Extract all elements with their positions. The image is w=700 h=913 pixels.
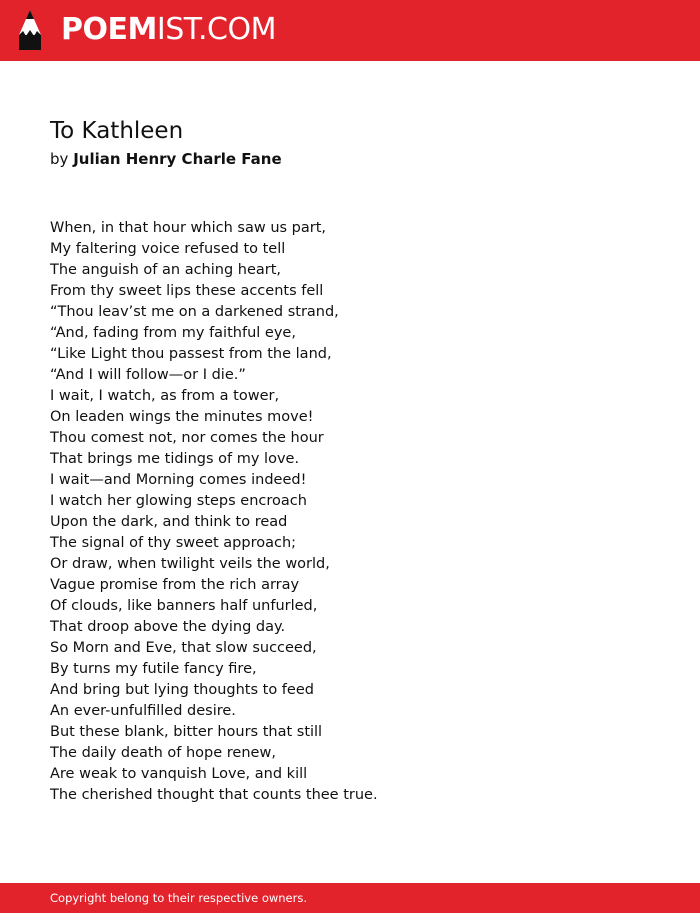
pen-nib-icon[interactable] — [17, 9, 43, 51]
poem-line: Of clouds, like banners half unfurled, — [50, 598, 318, 614]
poem-line: The daily death of hope renew, — [50, 745, 276, 761]
site-logo[interactable] — [61, 10, 276, 50]
brand-light: IST.COM — [156, 12, 276, 47]
by-prefix: by — [50, 150, 69, 168]
poem-line: But these blank, bitter hours that still — [50, 724, 323, 740]
poem-line: So Morn and Eve, that slow succeed, — [50, 640, 317, 656]
poem-line: On leaden wings the minutes move! — [50, 409, 314, 425]
poem-line: “And I will follow—or I die.” — [50, 367, 246, 383]
poem-line: The cherished thought that counts thee true. — [50, 787, 378, 803]
poem-line: From thy sweet lips these accents fell — [50, 283, 324, 299]
site-header — [0, 0, 700, 61]
poem-line: My faltering voice refused to tell — [50, 241, 286, 257]
poem-line: “Like Light thou passest from the land, — [50, 346, 332, 362]
author-name: Julian Henry Charle Fane — [73, 150, 282, 168]
poem-line: Thou comest not, nor comes the hour — [50, 430, 324, 446]
poem-line: The anguish of an aching heart, — [50, 262, 282, 278]
copyright-text: Copyright belong to their respective owners. — [50, 891, 308, 905]
poem-line: Or draw, when twilight veils the world, — [50, 556, 330, 572]
brand-bold: POEM — [61, 12, 157, 47]
poem-line: “Thou leav’st me on a darkened strand, — [50, 304, 339, 320]
poem-line: An ever-unfulfilled desire. — [50, 703, 236, 719]
poem-line: “And, fading from my faithful eye, — [50, 325, 296, 341]
poem-body — [50, 218, 650, 806]
poem-line: When, in that hour which saw us part, — [50, 220, 327, 236]
site-footer — [0, 883, 700, 913]
poem-line: That brings me tidings of my love. — [50, 451, 300, 467]
poem-line: And bring but lying thoughts to feed — [50, 682, 314, 698]
poem-line: Are weak to vanquish Love, and kill — [50, 766, 308, 782]
poem-line: That droop above the dying day. — [50, 619, 286, 635]
poem-line: I wait—and Morning comes indeed! — [50, 472, 307, 488]
poem-line: The signal of thy sweet approach; — [50, 535, 297, 551]
poem-line: I watch her glowing steps encroach — [50, 493, 307, 509]
byline — [50, 148, 282, 170]
poem-line: By turns my futile fancy fire, — [50, 661, 257, 677]
poem-title: To Kathleen — [50, 118, 184, 144]
poem-line: Upon the dark, and think to read — [50, 514, 288, 530]
poem-line: Vague promise from the rich array — [50, 577, 300, 593]
poem-line: I wait, I watch, as from a tower, — [50, 388, 280, 404]
